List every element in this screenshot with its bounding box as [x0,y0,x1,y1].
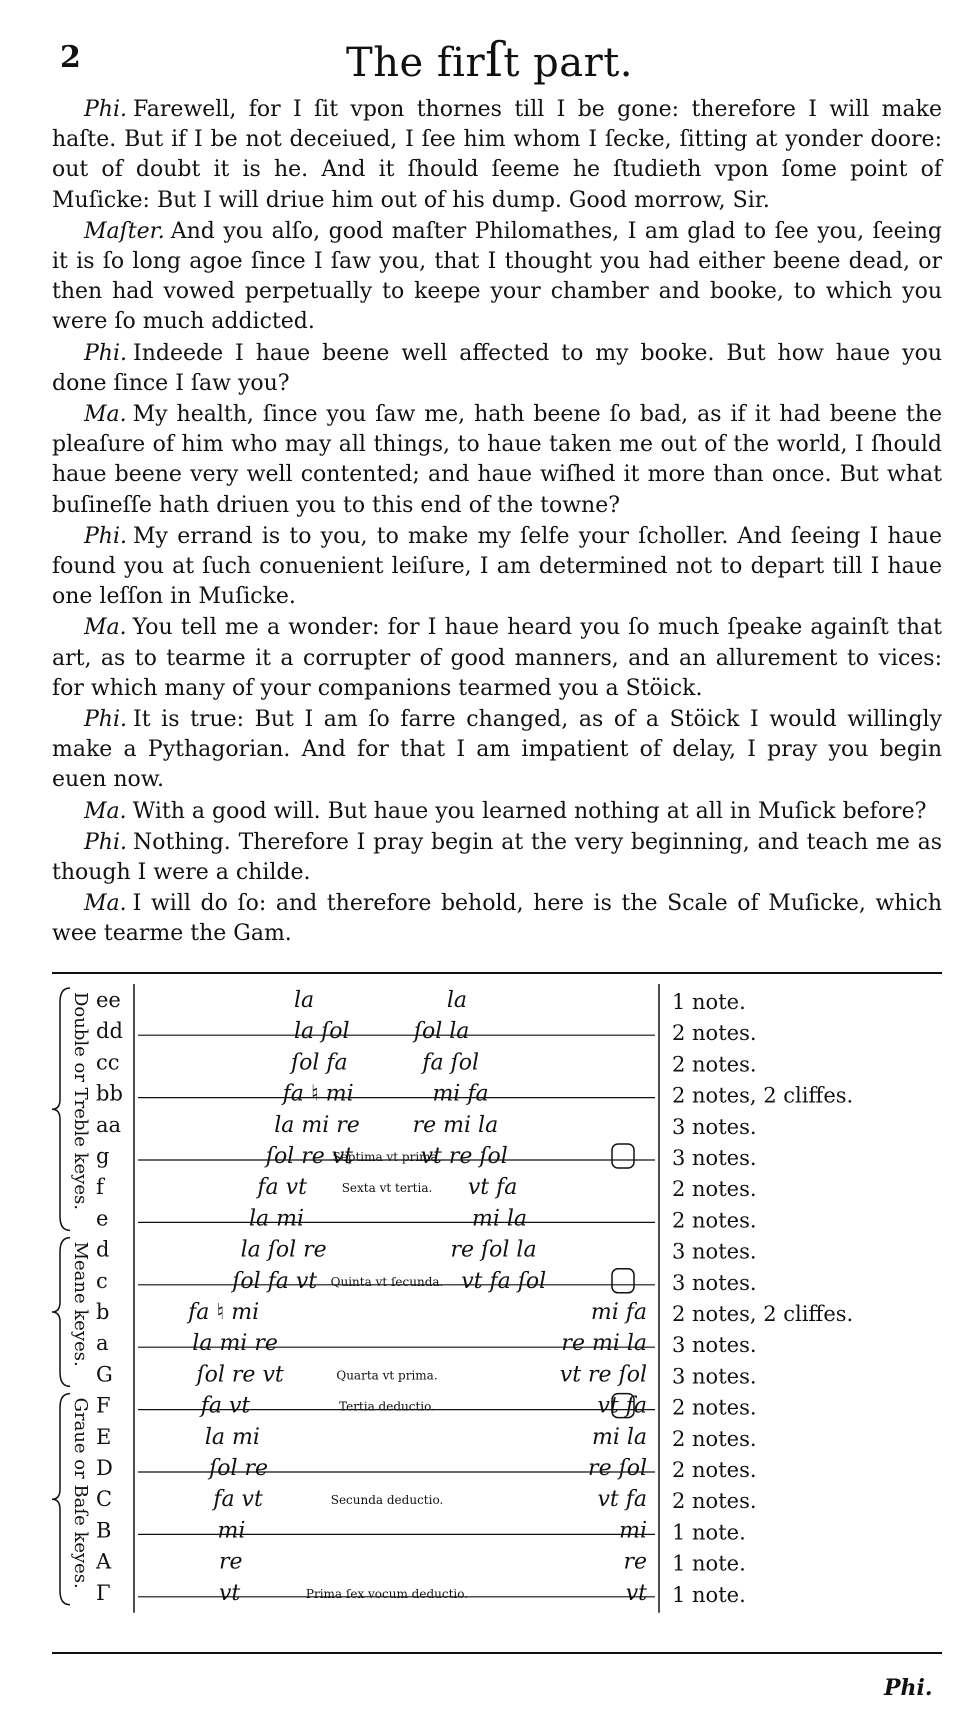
right-syllables: re [623,1549,647,1575]
left-syllables: vt [219,1580,241,1606]
key-letter: E [96,1424,112,1449]
right-syllables: la [446,988,467,1013]
note-count: 2 notes. [672,1177,757,1202]
dialogue-paragraph [52,95,942,216]
left-syllables: mi [217,1518,246,1544]
right-syllables: vt fa [467,1175,518,1201]
speaker-label: Phi. [84,707,128,733]
speech-text: It is true: But I am ſo farre changed, as of a Stöick I would willingly make a Pythagorian. And for that I am impatient of delay, I pray you begin euen now. [52,707,942,793]
note-count: 3 notes. [672,1146,757,1170]
speech-text: With a good will. But haue you learned nothing at all in Muſick before? [132,798,927,824]
note-count: 3 notes. [672,1333,757,1358]
key-letter: b [96,1300,110,1324]
page-number: 2 [60,40,81,75]
left-syllables: fa vt [213,1487,263,1513]
key-letter: d [96,1237,110,1262]
dialogue-paragraph [52,797,942,827]
deduction-label: Quarta vt prima. [336,1368,438,1383]
left-syllables: la mi re [274,1112,360,1138]
speaker-label: Phi. [84,340,128,366]
left-syllables: la mi [204,1424,260,1450]
note-count: 2 notes. [672,1395,757,1420]
left-syllables: ſol fa vt [232,1268,318,1294]
right-syllables: ſol la [413,1019,470,1045]
running-head [0,32,979,88]
right-syllables: re mi la [561,1331,647,1357]
note-count: 3 notes. [672,1270,757,1295]
key-group-brace [52,1238,70,1387]
catchword: Phi. [884,1675,933,1701]
key-group-label: Meane keyes. [70,1241,91,1367]
key-letter: G [96,1362,113,1387]
c-cliffe-icon [612,1269,634,1293]
key-letter: g [96,1144,110,1168]
note-count: 1 note. [672,1582,746,1607]
deduction-label: Secunda deductio. [330,1493,444,1508]
left-syllables: fa vt [257,1175,307,1201]
key-group-label: Graue or Baſe keyes. [70,1397,91,1589]
left-syllables: ſol re vt [196,1362,284,1388]
g-cliffe-icon [612,1144,634,1168]
note-count: 3 notes. [672,1364,757,1389]
right-syllables: re ſol la [450,1237,537,1263]
left-syllables: ſol re [209,1456,269,1481]
key-letter: aa [96,1112,122,1137]
key-letter: c [96,1268,108,1293]
left-syllables: la mi [249,1206,305,1232]
key-letter: B [96,1518,112,1543]
deduction-label: Tertia deductio. [339,1399,435,1414]
gamut-scale [52,978,942,1648]
note-count: 2 notes. [672,1021,757,1046]
key-letter: bb [96,1081,123,1106]
note-count: 2 notes. [672,1458,757,1482]
speaker-label: Maſter. [84,218,165,244]
deduction-label: Septima vt prima. [332,1150,442,1164]
dialogue-paragraph [52,339,942,399]
deduction-label: Sexta vt tertia. [341,1181,433,1196]
dialogue-paragraph [52,613,942,704]
speech-text: I will do ſo: and therefore behold, here is the Scale of Muſicke, which wee tearme the Gam. [52,891,942,947]
dialogue-paragraph [52,705,942,796]
note-count: 2 notes, 2 cliffes. [672,1083,854,1108]
left-syllables: re [219,1549,243,1575]
right-syllables: fa ſol [422,1050,479,1076]
key-letter: a [96,1331,109,1356]
left-syllables: fa ♮ mi [282,1081,354,1107]
speech-text: You tell me a wonder: for I haue heard you ſo much ſpeake againſt that art, as to tearme it a corrupter of good manners, and an allurement to vices: for which many of your companions tearmed you a Stöick. [52,615,942,701]
speaker-label: Ma. [84,798,127,824]
speech-text: My health, ſince you ſaw me, hath beene ſo bad, as if it had beene the pleaſure of him who may all things, to haue taken me out of the world, I ſhould haue beene very well contented; and haue wiſhed it more than once. But what buſineſſe hath driuen you to this end of the towne? [52,402,942,518]
right-syllables: vt fa [597,1393,647,1419]
note-count: 2 notes. [672,1208,757,1233]
deduction-label: Prima ſex vocum deductio. [305,1586,469,1601]
dialogue-paragraph [52,828,942,888]
left-syllables: la mi re [192,1331,278,1357]
key-group-brace [52,1394,70,1605]
note-count: 1 note. [672,1551,746,1576]
running-head-suffix: t part. [503,40,633,86]
speaker-label: Ma. [84,891,127,917]
right-syllables: vt re ſol [559,1362,647,1388]
dialogue-paragraph [52,217,942,338]
key-letter: A [96,1549,112,1574]
left-syllables: la [294,988,315,1013]
right-syllables: vt fa ſol [461,1268,547,1294]
right-syllables: mi [619,1518,647,1544]
deduction-label: Quinta vt ſecunda. [330,1274,444,1289]
note-count: 1 note. [672,1520,746,1545]
speech-text: And you alſo, good maſter Philomathes, I am glad to ſee you, ſeeing it is ſo long agoe ſince I ſaw you, that I thought you had either beene dead, or then had vowed perpetually to keepe your chamber and booke, to which you were ſo much addicted. [52,218,942,335]
running-head-prefix: The fir [346,40,486,86]
key-group-label: Double or Treble keyes. [70,992,91,1210]
dialogue-paragraph [52,889,942,949]
right-syllables: mi fa [590,1300,647,1325]
right-syllables: re ſol [588,1456,647,1481]
note-count: 2 notes, 2 cliffes. [672,1302,854,1326]
dialogue-paragraph [52,522,942,613]
note-count: 3 notes. [672,1114,757,1139]
left-syllables: fa vt [200,1393,251,1419]
right-syllables: vt [625,1580,647,1606]
right-syllables: vt re ſol [420,1144,508,1169]
key-letter: C [96,1487,113,1512]
left-syllables: ſol re vt [265,1144,354,1169]
speaker-label: Phi. [84,97,128,122]
left-syllables: ſol fa [291,1050,348,1076]
key-letter: cc [96,1050,120,1075]
key-letter: f [96,1175,104,1200]
right-syllables: re mi la [412,1112,499,1138]
left-syllables: la ſol [294,1019,350,1045]
speech-text: My errand is to you, to make my ſelfe your ſcholler. And ſeeing I haue found you at ſuch conuenient leiſure, I am determined not to depart till I haue one leſſon in Muſicke. [52,523,942,610]
dialogue-text [52,95,942,951]
note-count: 2 notes. [672,1426,757,1451]
speaker-label: Ma. [84,402,127,428]
speech-text: Farewell, for I ſit vpon thornes till I be gone: therefore I will make haſte. But if I be not deceiued, I ſee him whom I ſecke, ſitting at yonder doore: out of doubt it is he. And it ſhould ſeeme he ſtudieth vpon ſome point of Muſicke: But I will driue him out of his dump. Good morrow, Sir. [52,97,942,213]
scale-top-rule [52,972,942,974]
right-syllables: mi la [591,1424,647,1450]
note-count: 2 notes. [672,1052,757,1077]
key-group-brace [52,988,70,1230]
key-letter: D [96,1456,113,1480]
speaker-label: Ma. [84,615,127,641]
speaker-label: Phi. [84,523,128,549]
left-syllables: la ſol re [240,1237,327,1263]
right-syllables: vt fa [597,1487,647,1513]
right-syllables: mi fa [432,1081,489,1107]
scale-bottom-rule [52,1652,942,1654]
running-head-long-s: ſ [485,32,504,88]
dialogue-paragraph [52,400,942,521]
right-syllables: mi la [471,1206,527,1232]
speech-text: Nothing. Therefore I pray begin at the very beginning, and teach me as though I were a childe. [52,829,942,886]
speaker-label: Phi. [84,829,128,855]
key-letter: dd [96,1019,123,1044]
left-syllables: fa ♮ mi [188,1300,260,1325]
note-count: 1 note. [672,990,746,1014]
key-letter: Γ [96,1580,111,1605]
key-letter: ee [96,988,121,1012]
speech-text: Indeede I haue beene well affected to my booke. But how haue you done ſince I ſaw you? [52,340,942,396]
key-letter: F [96,1393,111,1418]
key-letter: e [96,1206,109,1231]
gamut-scale-figure [52,978,942,1648]
note-count: 3 notes. [672,1239,757,1264]
note-count: 2 notes. [672,1489,757,1514]
